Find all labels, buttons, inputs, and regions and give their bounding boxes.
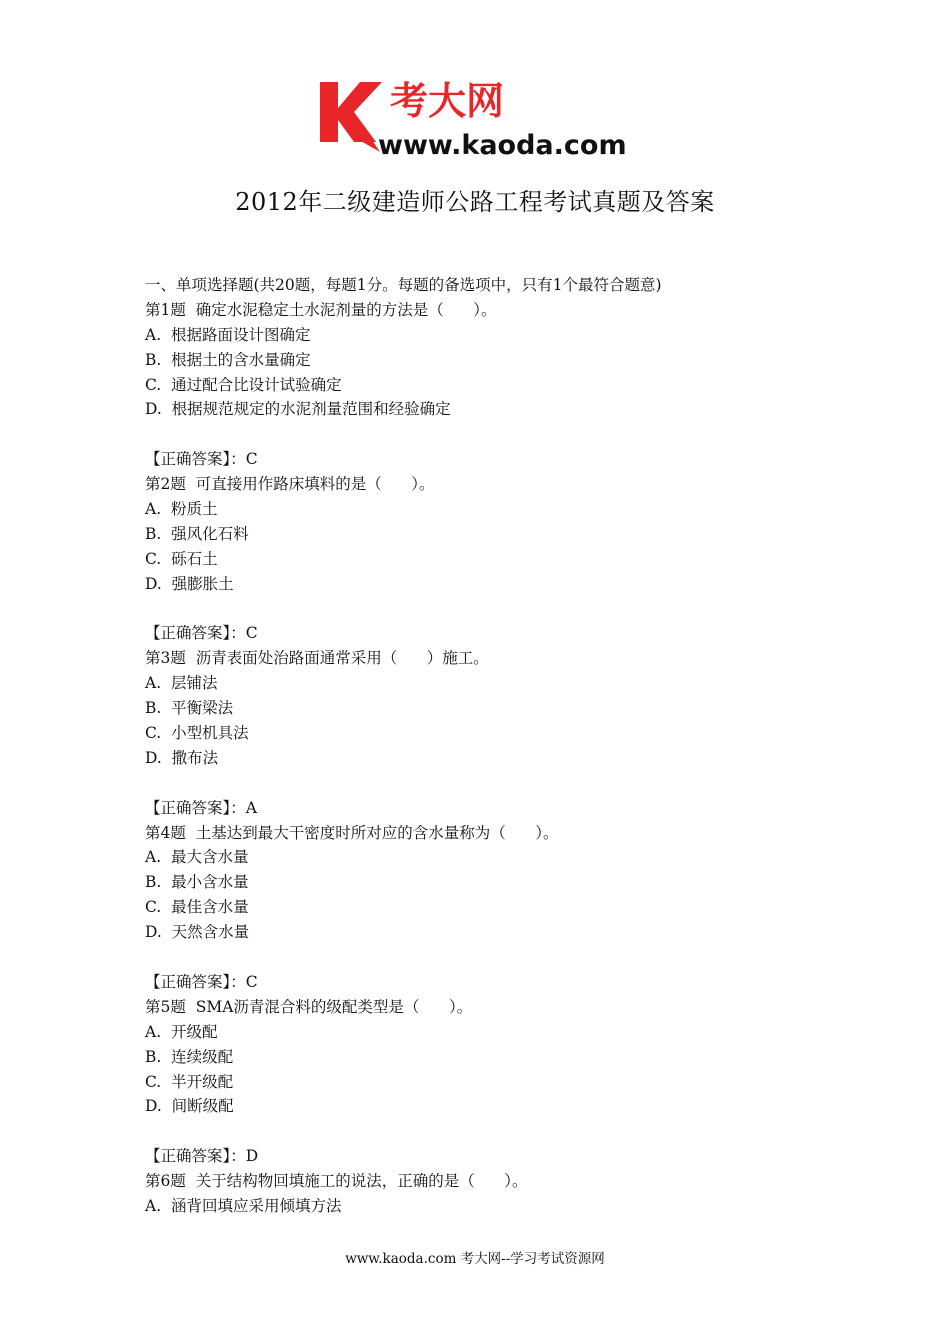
question-option: B. 最小含水量 <box>145 873 249 892</box>
question-option: B. 连续级配 <box>145 1047 234 1066</box>
question-option: D. 撒布法 <box>145 748 219 767</box>
question-option: A. 根据路面设计图确定 <box>145 325 311 344</box>
question-stem: 第2题 可直接用作路床填料的是（ ）。 <box>145 475 435 494</box>
question-stem: 第4题 土基达到最大干密度时所对应的含水量称为（ ）。 <box>145 823 559 842</box>
question-option: C. 砾石土 <box>145 549 218 568</box>
kaoda-logo <box>318 76 638 158</box>
logo-name: 考大网 <box>390 79 505 123</box>
question-option: D. 根据规范规定的水泥剂量范围和经验确定 <box>145 400 451 419</box>
question-option: C. 通过配合比设计试验确定 <box>145 375 342 394</box>
correct-answer: 【正确答案】：C <box>145 450 258 469</box>
question-option: A. 涵背回填应采用倾填方法 <box>145 1196 342 1215</box>
document-body <box>145 273 845 1219</box>
question-option: D. 强膨胀土 <box>145 574 234 593</box>
question-option: A. 层铺法 <box>145 674 218 693</box>
question-option: A. 粉质土 <box>145 500 218 519</box>
question-option: B. 强风化石料 <box>145 524 249 543</box>
question-option: D. 天然含水量 <box>145 923 250 942</box>
question-stem: 第6题 关于结构物回填施工的说法，正确的是（ ）。 <box>145 1172 528 1191</box>
correct-answer: 【正确答案】：A <box>145 798 257 817</box>
question-option: D. 间断级配 <box>145 1097 234 1116</box>
question-option: A. 最大含水量 <box>145 848 249 867</box>
question-option: C. 小型机具法 <box>145 724 249 743</box>
question-stem: 第5题 SMA沥青混合料的级配类型是（ ）。 <box>145 997 473 1016</box>
question-option: B. 平衡梁法 <box>145 699 234 718</box>
kaoda-logo-graphic <box>318 76 638 158</box>
question-option: C. 最佳含水量 <box>145 898 249 917</box>
logo-url: www.kaoda.com <box>378 130 627 158</box>
section-heading: 一、单项选择题(共20题，每题1分。每题的备选项中，只有1个最符合题意) <box>145 276 662 294</box>
question-option: A. 开级配 <box>145 1022 218 1041</box>
correct-answer: 【正确答案】：C <box>145 972 258 991</box>
question-stem: 第1题 确定水泥稳定土水泥剂量的方法是（ ）。 <box>145 300 497 319</box>
correct-answer: 【正确答案】：C <box>145 624 258 643</box>
question-option: C. 半开级配 <box>145 1072 234 1091</box>
question-option: B. 根据土的含水量确定 <box>145 350 311 369</box>
document-title: 2012年二级建造师公路工程考试真题及答案 <box>235 188 715 216</box>
page-footer: www.kaoda.com 考大网--学习考试资源网 <box>345 1251 605 1267</box>
logo-k-mark <box>320 82 382 142</box>
correct-answer: 【正确答案】：D <box>145 1147 259 1166</box>
question-stem: 第3题 沥青表面处治路面通常采用（ ）施工。 <box>145 649 489 668</box>
